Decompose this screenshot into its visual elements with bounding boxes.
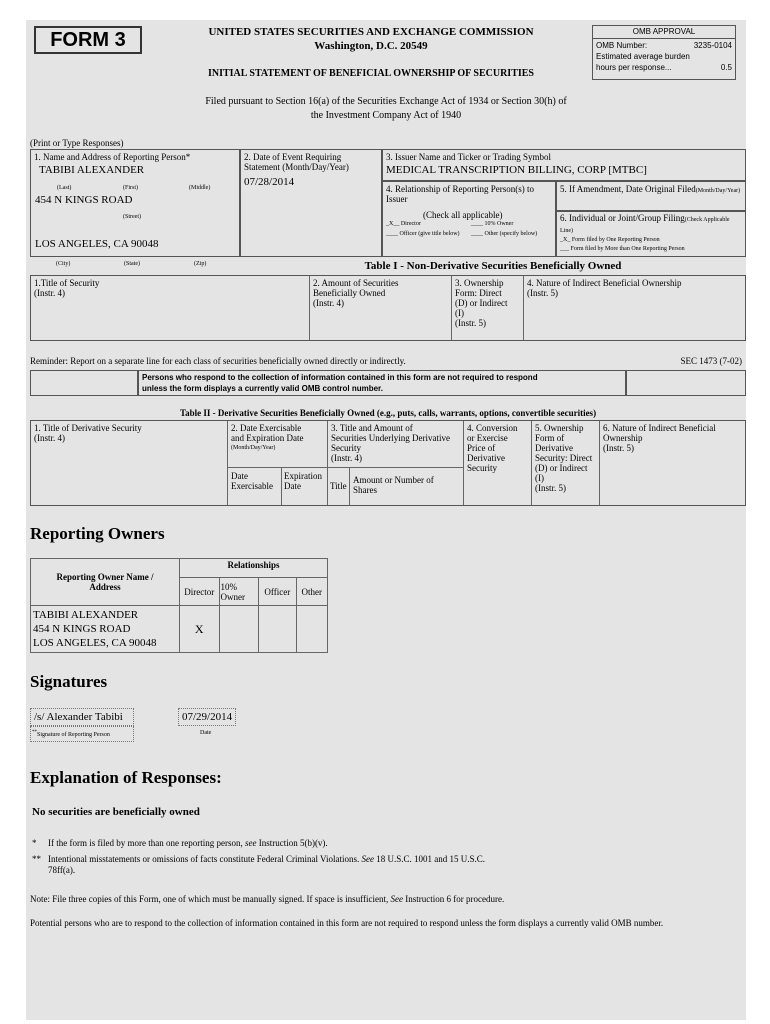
owner10-cell: [219, 606, 259, 653]
note-rest: Instruction 6 for procedure.: [405, 894, 505, 904]
box3-label: 3. Issuer Name and Ticker or Trading Symbol: [386, 152, 551, 162]
director-option[interactable]: _X__ Director: [386, 221, 421, 227]
owner10-header: [219, 578, 259, 606]
table2-col3-line: 3. Title and Amount of: [331, 423, 413, 433]
date-box: [178, 708, 236, 726]
form-title: INITIAL STATEMENT OF BENEFICIAL OWNERSHIP OF SECURITIES: [207, 68, 534, 79]
box6-filing: [556, 211, 746, 257]
box5-amendment: [556, 181, 746, 211]
box4-label: 4. Relationship of Reporting Person(s) to Issuer: [386, 184, 534, 204]
table1-col4-line: 4. Nature of Indirect Beneficial Ownership: [527, 278, 682, 288]
filing-option-multiple[interactable]: ___ Form filed by More than One Reporting Person: [560, 246, 685, 252]
notice-right-box: [626, 370, 746, 396]
table2-col6: [603, 423, 716, 453]
signature-date: 07/29/2014: [182, 711, 233, 723]
table2-col4-line: or Exercise: [467, 433, 508, 443]
footnote-1-text: If the form is filed by more than one reporting person,: [48, 838, 243, 848]
first-label: (First): [123, 185, 138, 191]
officer-header: Officer: [259, 578, 297, 606]
director-mark: X: [180, 606, 220, 653]
persons-notice-line2: unless the form displays a currently valid OMB control number.: [142, 384, 383, 393]
date-label: Date: [200, 730, 212, 736]
explanation-statement: No securities are beneficially owned: [32, 806, 200, 818]
table2-col2-line: 2. Date Exercisable: [231, 423, 302, 433]
table2-expiration-date: [284, 471, 322, 491]
owner10-header-line: Owner: [220, 591, 246, 602]
street-label: (Street): [123, 214, 141, 220]
note-text: Note: File three copies of this Form, one of which must be manually signed. If space is insufficient,: [30, 894, 389, 904]
table1-col3-line: 3. Ownership: [455, 278, 504, 288]
table2-col2b-line: Expiration: [284, 471, 322, 481]
reporting-owners-table: [30, 558, 328, 653]
omb-burden-line2: hours per response...: [596, 63, 672, 72]
box6-sub: (Check Applicable Line): [560, 217, 730, 234]
other-cell: [296, 606, 327, 653]
table2-col3-line: (Instr. 4): [331, 453, 362, 463]
table2-col6-line: 6. Nature of Indirect Beneficial: [603, 423, 716, 433]
footnote-2-cite: 18 U.S.C. 1001 and 15 U.S.C.: [376, 854, 486, 864]
city-value: LOS ANGELES, CA 90048: [35, 238, 159, 250]
officer-option[interactable]: ____ Officer (give title below): [386, 231, 460, 237]
footnote-1-see: see: [244, 838, 257, 848]
other-option[interactable]: ____ Other (specify below): [471, 231, 538, 237]
event-date-value: 07/28/2014: [244, 176, 295, 188]
table2-col4: [467, 423, 518, 473]
omb-number-value: 3235-0104: [693, 41, 732, 50]
box5-sub: (Month/Day/Year): [695, 188, 741, 194]
owner-name-header: [31, 559, 180, 606]
omb-burden-value: 0.5: [720, 63, 732, 72]
table2-col5-line: Security: Direct: [535, 453, 593, 463]
print-note: (Print or Type Responses): [30, 138, 124, 148]
table2-col4-line: Price of: [467, 443, 496, 453]
owner-address: [31, 606, 180, 653]
table1-col1: [34, 278, 99, 298]
sec-code: SEC 1473 (7-02): [680, 356, 742, 366]
table1-col2-line: (Instr. 4): [313, 298, 344, 308]
table2-col5-line: (Instr. 5): [535, 483, 566, 493]
reminder: Reminder: Report on a separate line for each class of securities beneficially owned directly or indirectly.: [30, 356, 406, 366]
table2-col1-line: 1. Title of Derivative Security: [34, 423, 142, 433]
owner-address-line: 454 N KINGS ROAD: [33, 623, 131, 635]
table2-date-exercisable: [231, 471, 273, 491]
zip-label: (Zip): [194, 261, 207, 267]
table2-col1-line: (Instr. 4): [34, 433, 65, 443]
owner-name-header-line: Reporting Owner Name /: [56, 572, 154, 582]
owner-address-line: TABIBI ALEXANDER: [33, 609, 139, 621]
filed-pursuant-line2: the Investment Company Act of 1940: [310, 110, 462, 121]
table1-col3: [455, 278, 507, 328]
footnote-2: [32, 854, 552, 876]
signature-label: [32, 730, 110, 738]
box1-reporting-person: [30, 149, 240, 257]
table2-col5-line: (I): [535, 473, 544, 483]
footnote-2-line2: 78ff(a).: [48, 865, 76, 875]
table2-col2a-line: Date: [231, 471, 248, 481]
omb-burden-line1: Estimated average burden: [596, 52, 690, 61]
filing-option-one[interactable]: _X_ Form filed by One Reporting Person: [560, 237, 660, 243]
notice-left-box: [30, 370, 138, 396]
table1-col3-line: (Instr. 5): [455, 318, 486, 328]
reporting-person-name: TABIBI ALEXANDER: [39, 164, 145, 176]
table2-col3: [331, 423, 450, 463]
box3-issuer: [382, 149, 746, 181]
owner-address-line: LOS ANGELES, CA 90048: [33, 637, 157, 649]
table1-col2: [313, 278, 399, 308]
table2-title-sub: Title: [330, 481, 347, 491]
table2-col2-line: and Expiration Date: [231, 433, 304, 443]
table1-col1-line: (Instr. 4): [34, 288, 65, 298]
box5-label: 5. If Amendment, Date Original Filed: [560, 184, 696, 194]
table2: [30, 420, 746, 506]
director-header: Director: [180, 578, 220, 606]
table1-col3-line: (D) or Indirect: [455, 298, 508, 308]
table-row: [31, 606, 328, 653]
middle-label: (Middle): [189, 185, 211, 191]
table2-col2: [231, 423, 303, 453]
table2-col5-line: 5. Ownership: [535, 423, 584, 433]
agency-line2: Washington, D.C. 20549: [314, 40, 428, 52]
table1-col4-line: (Instr. 5): [527, 288, 558, 298]
footnote-2-mark: **: [32, 854, 41, 864]
box1-label: 1. Name and Address of Reporting Person: [34, 152, 186, 162]
persons-notice-line1: Persons who respond to the collection of information contained in this form are not required to respond: [142, 373, 538, 382]
box6-label: 6. Individual or Joint/Group Filing: [560, 213, 685, 223]
footnote-2-see: See: [361, 854, 374, 864]
table1-col1-line: 1.Title of Security: [34, 278, 100, 288]
filed-pursuant-line1: Filed pursuant to Section 16(a) of the Securities Exchange Act of 1934 or Section 30(h) of: [205, 96, 567, 107]
omb-title: OMB APPROVAL: [593, 26, 735, 39]
table1-col2-line: 2. Amount of Securities: [313, 278, 399, 288]
reporting-owners-heading: Reporting Owners: [30, 524, 165, 543]
box4-relationship: [382, 181, 556, 257]
table2-col6-line: Ownership: [603, 433, 643, 443]
signature-box: [30, 708, 134, 726]
footnote-1-mark: *: [32, 838, 37, 848]
omb-number-row: [596, 40, 732, 51]
omb-burden-row: [596, 62, 732, 73]
last-label: (Last): [57, 185, 72, 191]
table2-col5-line: Derivative: [535, 443, 573, 453]
table1: [30, 275, 746, 341]
table2-col4-line: Derivative: [467, 453, 505, 463]
table2-col4-line: Security: [467, 463, 497, 473]
table1-col4: [527, 278, 681, 298]
persons-notice-box: [138, 370, 626, 396]
table1-title: Table I - Non-Derivative Securities Beneficially Owned: [364, 260, 622, 272]
table2-amount-shares: [353, 475, 434, 495]
signatures-heading: Signatures: [30, 672, 108, 691]
state-label: (State): [124, 261, 140, 267]
table2-col3b-line: Amount or Number of: [353, 475, 434, 485]
table2-col5-line: (D) or Indirect: [535, 463, 588, 473]
form-label: FORM 3: [34, 26, 142, 54]
table1-col2-line: Beneficially Owned: [313, 288, 386, 298]
omb-approval-box: [592, 25, 736, 80]
officer-cell: [259, 606, 297, 653]
table2-col5-line: Form of: [535, 433, 565, 443]
potential-persons-note: Potential persons who are to respond to the collection of information contained in this form are not required to respond unless the form displays a currently valid OMB number.: [30, 918, 664, 928]
check-all: (Check all applicable): [423, 210, 503, 220]
footnote-2-text: Intentional misstatements or omissions of facts constitute Federal Criminal Violations.: [48, 854, 360, 864]
table2-title: Table II - Derivative Securities Beneficially Owned (e.g., puts, calls, warrants, options, convertible securities): [179, 408, 597, 418]
note-line: [30, 894, 504, 904]
box2-label: 2. Date of Event Requiring Statement (Month/Day/Year): [244, 152, 349, 172]
omb-number-label: OMB Number:: [596, 41, 648, 50]
note-see: See: [390, 894, 404, 904]
footnote-1-rest: Instruction 5(b)(v).: [258, 838, 328, 848]
explanation-heading: Explanation of Responses:: [30, 768, 222, 787]
table2-col3-line: Securities Underlying Derivative: [331, 433, 450, 443]
table1-col3-line: (I): [455, 308, 464, 318]
form-sheet: [26, 20, 746, 1020]
box2-event-date: [240, 149, 382, 257]
table2-col2b-line: Date: [284, 481, 301, 491]
table2-col4-line: 4. Conversion: [467, 423, 518, 433]
issuer-value: MEDICAL TRANSCRIPTION BILLING, CORP [MTBC]: [386, 164, 647, 176]
owner10-option[interactable]: ____ 10% Owner: [471, 221, 514, 227]
table2-col3b-line: Shares: [353, 485, 377, 495]
footnote-1: [32, 838, 328, 848]
table2-col2-sub: (Month/Day/Year): [231, 445, 276, 451]
table2-col6-line: (Instr. 5): [603, 443, 634, 453]
other-header: Other: [296, 578, 327, 606]
table2-col3-line: Security: [331, 443, 361, 453]
signature-value: /s/ Alexander Tabibi: [34, 711, 123, 723]
owner10-header-line: 10%: [220, 581, 238, 592]
relationships-header: Relationships: [180, 559, 328, 578]
table2-col1: [34, 423, 142, 443]
table1-col3-line: Form: Direct: [455, 288, 502, 298]
agency-line1: UNITED STATES SECURITIES AND EXCHANGE COMMISSION: [208, 26, 534, 38]
signature-label-mark: **: [32, 730, 37, 735]
city-label: (City): [56, 261, 71, 267]
owner-name-header-line: Address: [89, 582, 121, 592]
street-value: 454 N KINGS ROAD: [35, 194, 133, 206]
table2-col2a-line: Exercisable: [231, 481, 273, 491]
table2-col5: [535, 423, 592, 493]
box1-asterisk: *: [185, 152, 191, 162]
signature-label-text: Signature of Reporting Person: [37, 732, 110, 738]
